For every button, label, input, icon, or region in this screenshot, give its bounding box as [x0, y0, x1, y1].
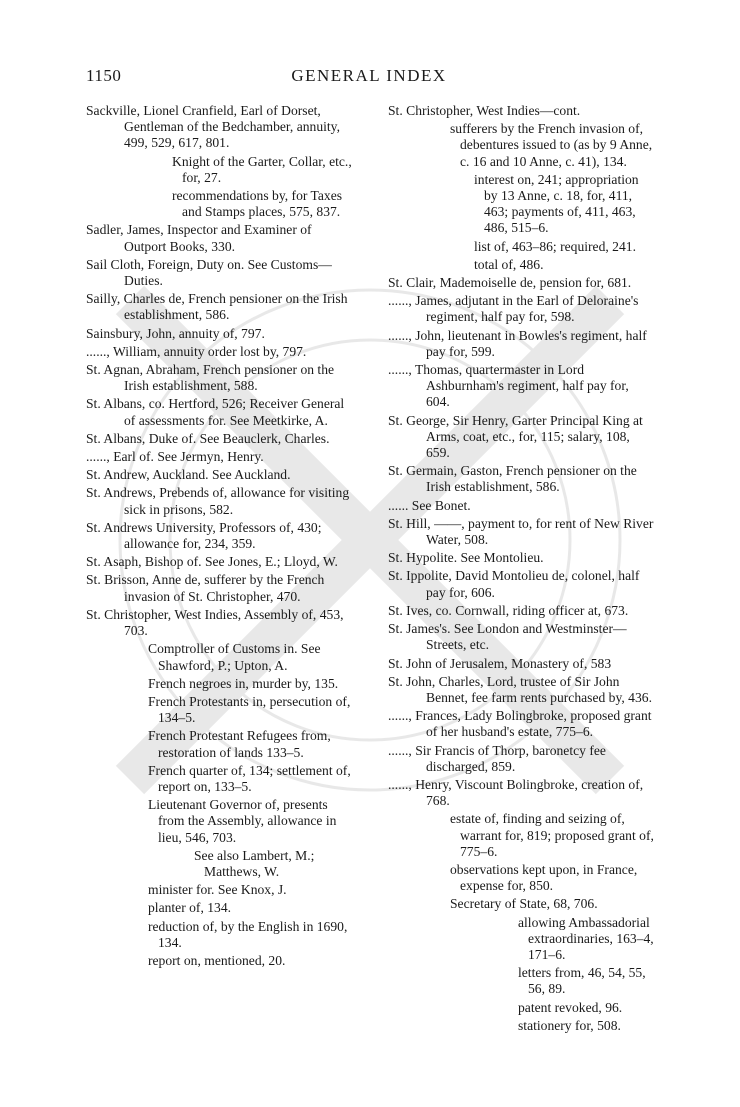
index-entry: ......, John, lieutenant in Bowles's regiment, half pay for, 599.: [388, 327, 647, 359]
index-subentry: Comptroller of Customs in. See Shawford, P.; Upton, A.: [148, 641, 321, 673]
index-entry: St. Agnan, Abraham, French pensioner on the Irish establishment, 588.: [86, 362, 335, 394]
index-subentry: French negroes in, murder by, 135.: [148, 675, 339, 691]
index-entry: St. Clair, Mademoiselle de, pension for, 681.: [388, 275, 632, 291]
index-entry: St. James's. See London and Westminster—Streets, etc.: [388, 621, 627, 653]
index-entry: St. Brisson, Anne de, sufferer by the French invasion of St. Christopher, 470.: [86, 572, 325, 604]
index-entry: St. Christopher, West Indies—cont.: [388, 103, 581, 118]
index-entry: Sail Cloth, Foreign, Duty on. See Customs—Duties.: [86, 256, 332, 289]
index-entry: ......, Thomas, quartermaster in Lord Ashburnham's regiment, half pay for, 604.: [388, 362, 629, 410]
running-title: GENERAL INDEX: [291, 66, 447, 85]
index-subentry: French Protestants in, persecution of, 134–5.: [148, 693, 351, 726]
left-column: [86, 103, 352, 971]
index-entry: St. Ippolite, David Montolieu de, colonel, half pay for, 606.: [388, 568, 640, 600]
index-subentry: letters from, 46, 54, 55, 56, 89.: [518, 965, 646, 997]
index-subentry: observations kept upon, in France, expense for, 850.: [450, 861, 638, 894]
index-subentry: interest on, 241; appropriation by 13 Anne, c. 18, for, 411, 463; payments of, 411, 463, 486, 515–6.: [474, 171, 639, 236]
index-entry: St. Andrew, Auckland. See Auckland.: [86, 467, 291, 483]
index-subentry: See also Lambert, M.; Matthews, W.: [194, 847, 315, 879]
index-entry: ......, William, annuity order lost by, 797.: [86, 343, 307, 359]
index-entry: St. Hill, ——, payment to, for rent of New River Water, 508.: [388, 515, 654, 548]
index-entry: St. Ives, co. Cornwall, riding officer at, 673.: [388, 602, 629, 618]
index-entry: Sainsbury, John, annuity of, 797.: [86, 325, 265, 341]
index-entry: ......, Sir Francis of Thorp, baronetcy fee discharged, 859.: [388, 742, 606, 774]
index-entry: ......, Earl of. See Jermyn, Henry.: [86, 449, 264, 465]
index-subentry: French Protestant Refugees from, restoration of lands 133–5.: [148, 728, 331, 760]
index-entry: St. Germain, Gaston, French pensioner on the Irish establishment, 586.: [388, 463, 637, 495]
index-subentry: recommendations by, for Taxes and Stamps places, 575, 837.: [172, 188, 343, 220]
index-subentry: reduction of, by the English in 1690, 134.: [148, 918, 348, 950]
index-subentry: report on, mentioned, 20.: [148, 952, 286, 968]
index-subentry: French quarter of, 134; settlement of, report on, 133–5.: [148, 762, 351, 794]
index-entry: St. Albans, co. Hertford, 526; Receiver General of assessments for. See Meetkirke, A.: [86, 396, 345, 428]
index-subentry: patent revoked, 96.: [518, 999, 623, 1015]
index-entry: St. George, Sir Henry, Garter Principal King at Arms, coat, etc., for, 115; salary, 108, 659.: [388, 412, 643, 461]
index-subentry: Secretary of State, 68, 706.: [450, 896, 598, 912]
index-subentry: minister for. See Knox, J.: [148, 882, 287, 898]
index-entry: ......, Frances, Lady Bolingbroke, proposed grant of her husband's estate, 775–6.: [388, 708, 652, 740]
index-subentry: sufferers by the French invasion of, debentures issued to (as by 9 Anne, c. 16 and 10 Anne, c. 41), 134.: [450, 121, 653, 169]
index-entry: ......, Henry, Viscount Bolingbroke, creation of, 768.: [388, 776, 644, 809]
index-entry: St. Andrews University, Professors of, 430; allowance for, 234, 359.: [86, 519, 322, 552]
index-subentry: Lieutenant Governor of, presents from the Assembly, allowance in lieu, 546, 703.: [148, 797, 337, 845]
page-number: 1150: [86, 66, 122, 85]
page-header: [86, 66, 652, 88]
index-subentry: Knight of the Garter, Collar, etc., for, 27.: [172, 153, 352, 185]
index-entry: St. Andrews, Prebends of, allowance for visiting sick in prisons, 582.: [86, 485, 350, 517]
index-subentry: total of, 486.: [474, 256, 544, 272]
index-entry: St. Asaph, Bishop of. See Jones, E.; Lloyd, W.: [86, 554, 338, 570]
index-entry: St. Hypolite. See Montolieu.: [388, 550, 544, 566]
index-entry: ...... See Bonet.: [388, 497, 471, 513]
index-subentry: allowing Ambassadorial extraordinaries, 163–4, 171–6.: [518, 914, 654, 962]
index-entry: St. John of Jerusalem, Monastery of, 583: [388, 655, 612, 671]
index-subentry: estate of, finding and seizing of, warrant for, 819; proposed grant of, 775–6.: [450, 811, 654, 859]
index-entry: Sailly, Charles de, French pensioner on the Irish establishment, 586.: [86, 291, 348, 323]
index-entry: Sadler, James, Inspector and Examiner of Outport Books, 330.: [86, 222, 312, 254]
index-entry: St. John, Charles, Lord, trustee of Sir John Bennet, fee farm rents purchased by, 436.: [388, 673, 652, 705]
index-entry: St. Christopher, West Indies, Assembly of, 453, 703.: [86, 606, 344, 639]
index-entry: St. Albans, Duke of. See Beauclerk, Charles.: [86, 430, 330, 446]
index-subentry: stationery for, 508.: [518, 1017, 621, 1033]
index-subentry: list of, 463–86; required, 241.: [474, 238, 636, 254]
index-entry: ......, James, adjutant in the Earl of Deloraine's regiment, half pay for, 598.: [388, 293, 639, 325]
right-column: [388, 103, 654, 1036]
index-subentry: planter of, 134.: [148, 900, 232, 916]
index-entry: Sackville, Lionel Cranfield, Earl of Dorset, Gentleman of the Bedchamber, annuity, 499, 529, 617, 801.: [86, 103, 340, 151]
